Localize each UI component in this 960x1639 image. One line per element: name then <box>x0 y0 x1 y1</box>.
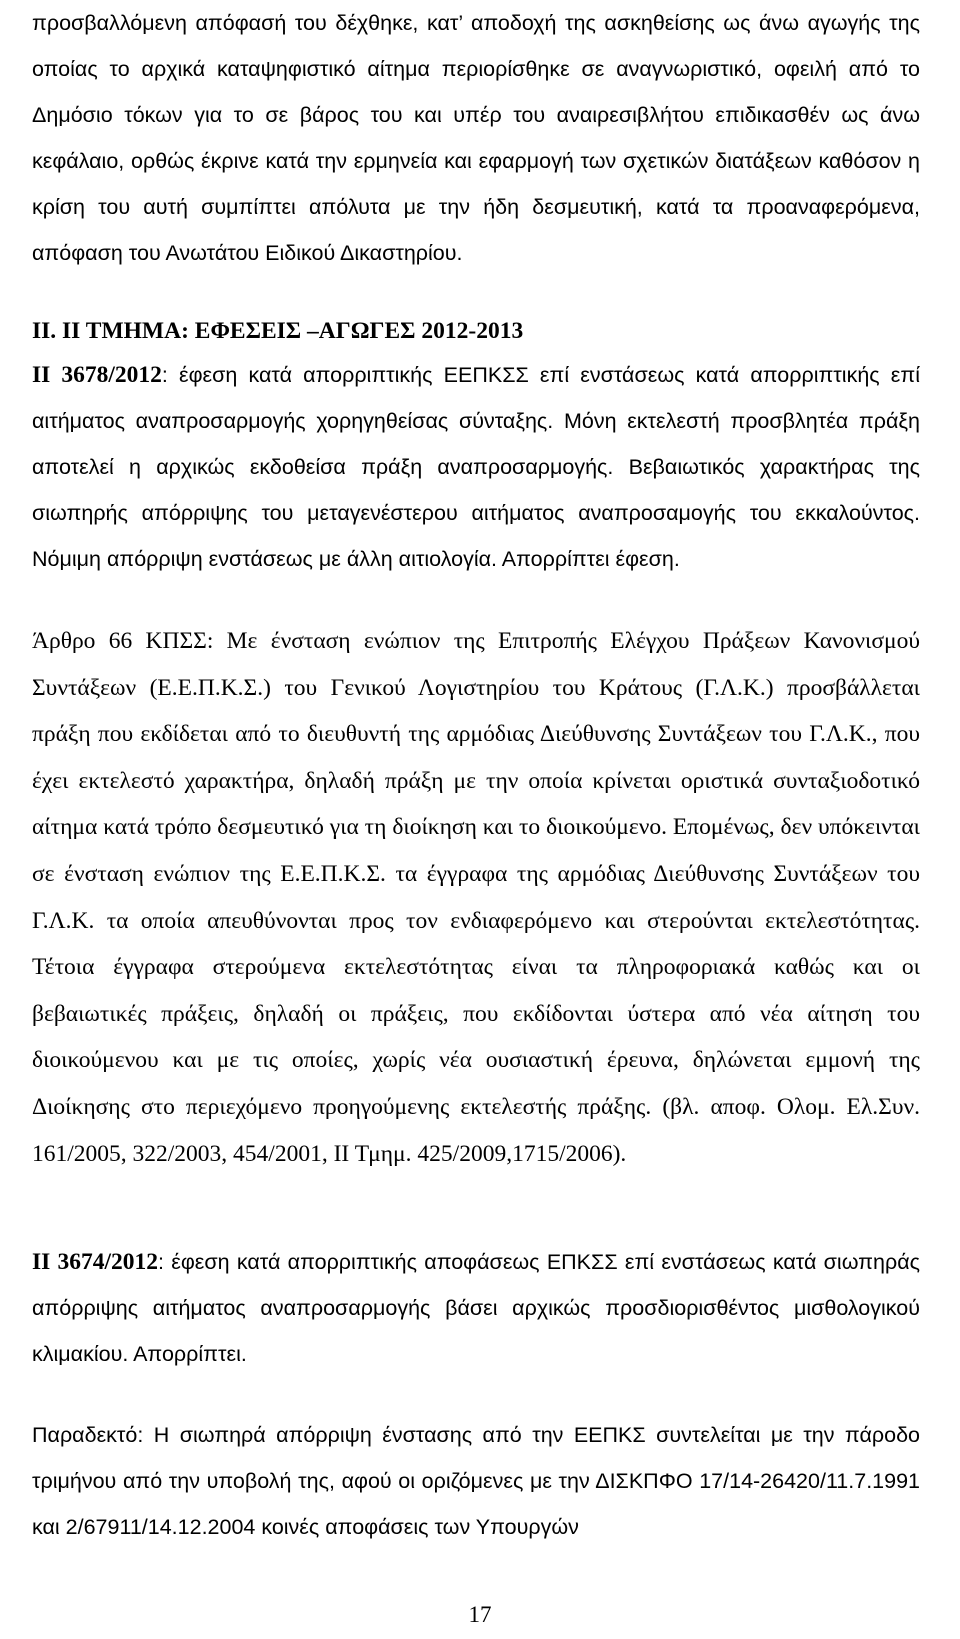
case-3678-text: : έφεση κατά απορριπτικής ΕΕΠΚΣΣ επί ενστάσεως κατά απορριπτικής επί αιτήματος αναπροσαρμογής χορηγηθείσας σύνταξης. Μόνη εκτελεστή προσβλητέα πράξη αποτελεί η αρχικώς εκδοθείσα πράξη αναπροσαρμογής. Βεβαιωτικός χαρακτήρας της σιωπηρής απόρριψης του μεταγενέστερου αιτήματος αναπροσαμογής του εκκαλούντος. Νόμιμη απόρριψη ενστάσεως με άλλη αιτιολογία. Απορρίπτει έφεση. <box>32 363 920 571</box>
case-3674-reference: ΙΙ 3674/2012 <box>32 1249 158 1275</box>
case-3674-summary <box>32 1239 920 1377</box>
case-3678-reference: ΙΙ 3678/2012 <box>32 362 162 388</box>
section-heading: ΙΙ. ΙΙ ΤΜΗΜΑ: ΕΦΕΣΕΙΣ –ΑΓΩΓΕΣ 2012-2013 <box>32 318 524 344</box>
paragraph-decision-continuation: προσβαλλόμενη απόφασή του δέχθηκε, κατ’ αποδοχή της ασκηθείσης ως άνω αγωγής της οποίας το αρχικά καταψηφιστικό αίτημα περιορίσθηκε σε αναγνωριστικό, οφειλή από το Δημόσιο τόκων για το σε βάρος του και υπέρ του αναιρεσιβλήτου επιδικασθέν ως άνω κεφάλαιο, ορθώς έκρινε κατά την ερμηνεία και εφαρμογή των σχετικών διατάξεων καθόσον η κρίση του αυτή συμπίπτει απόλυτα με την ήδη δεσμευτική, κατά τα προαναφερόμενα, απόφαση του Ανωτάτου Ειδικού Δικαστηρίου. <box>32 11 920 265</box>
case-3678-summary <box>32 352 920 582</box>
case-3674-text: : έφεση κατά απορριπτικής αποφάσεως ΕΠΚΣΣ επί ενστάσεως κατά σιωπηράς απόρριψης αιτήματος αναπροσαρμογής βάσει αρχικώς προσδιορισθέντος μισθολογικού κλιμακίου. Απορρίπτει. <box>32 1250 920 1366</box>
paragraph-article-66: Άρθρο 66 ΚΠΣΣ: Με ένσταση ενώπιον της Επιτροπής Ελέγχου Πράξεων Κανονισμού Συντάξεων (Ε.Ε.Π.Κ.Σ.) του Γενικού Λογιστηρίου του Κράτους (Γ.Λ.Κ.) προσβάλλεται πράξη που εκδίδεται από το διευθυντή της αρμόδιας Διεύθυνσης Συντάξεων του Γ.Λ.Κ., που έχει εκτελεστό χαρακτήρα, δηλαδή πράξη με την οποία κρίνεται οριστικά συνταξιοδοτικό αίτημα κατά τρόπο δεσμευτικό για τη διοίκηση και το διοικούμενο. Επομένως, δεν υπόκεινται σε ένσταση ενώπιον της Ε.Ε.Π.Κ.Σ. τα έγγραφα της αρμόδιας Διεύθυνσης Συντάξεων του Γ.Λ.Κ. τα οποία απευθύνονται προς τον ενδιαφερόμενο και στερούνται εκτελεστότητας. Τέτοια έγγραφα στερούμενα εκτελεστότητας είναι τα πληροφοριακά καθώς και οι βεβαιωτικές πράξεις, δηλαδή οι πράξεις, που εκδίδονται ύστερα από νέα αίτηση του διοικούμενου και με τις οποίες, χωρίς νέα ουσιαστική έρευνα, δηλώνεται εμμονή της Διοίκησης στο περιεχόμενο προηγούμενης εκτελεστής πράξης. (βλ. αποφ. Ολομ. Ελ.Συν. 161/2005, 322/2003, 454/2001, ΙΙ Τμημ. 425/2009,1715/2006). <box>32 628 920 1167</box>
page-number: 17 <box>468 1602 492 1627</box>
paragraph-admissibility: Παραδεκτό: Η σιωπηρά απόρριψη ένστασης από την ΕΕΠΚΣ συντελείται με την πάροδο τριμήνου από την υποβολή της, αφού οι οριζόμενες με την ΔΙΣΚΠΦΟ 17/14-26420/11.7.1991 και 2/67911/14.12.2004 κοινές αποφάσεις των Υπουργών <box>32 1423 920 1539</box>
